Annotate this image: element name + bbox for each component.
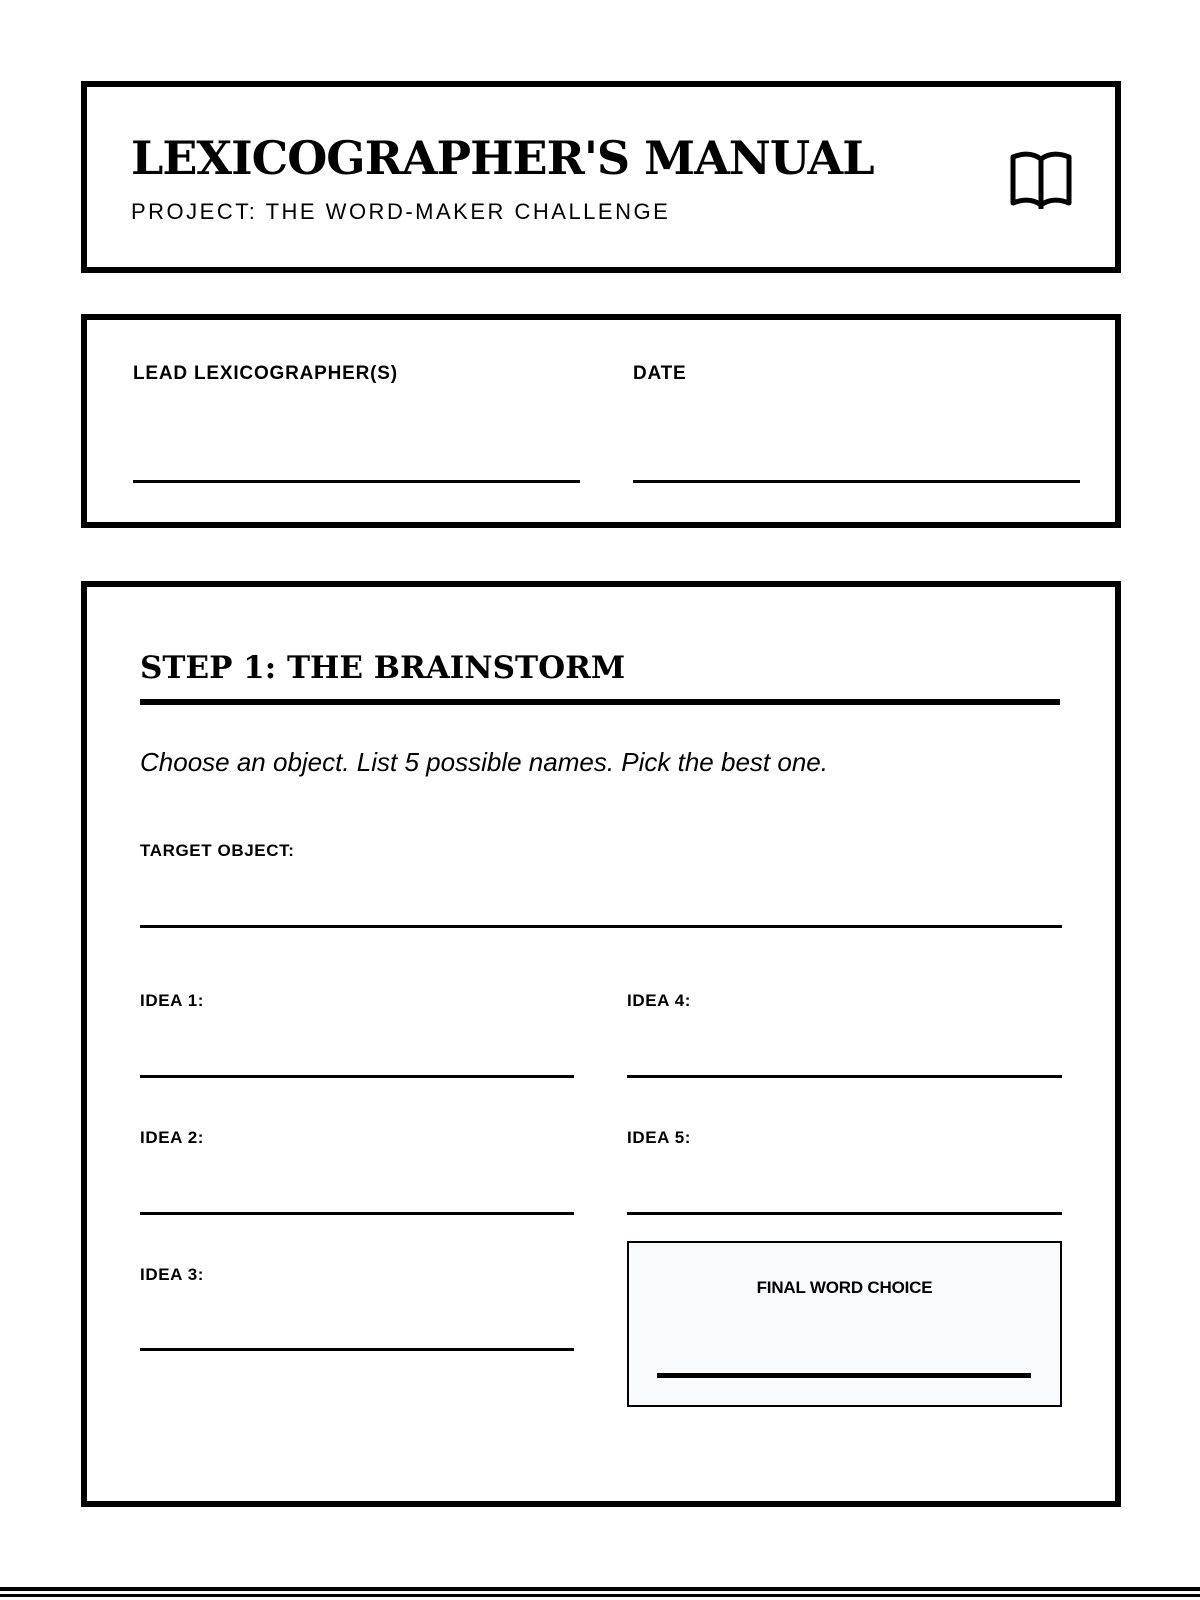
idea-3-label: IDEA 3: bbox=[140, 1265, 205, 1284]
idea-5-label: IDEA 5: bbox=[627, 1128, 692, 1147]
step1-panel bbox=[81, 581, 1121, 1507]
page-subtitle: PROJECT: THE WORD-MAKER CHALLENGE bbox=[131, 199, 671, 224]
target-object-label: TARGET OBJECT: bbox=[140, 841, 295, 860]
lead-lexicographer-label: LEAD LEXICOGRAPHER(S) bbox=[133, 363, 398, 384]
step1-title: STEP 1: THE BRAINSTORM bbox=[140, 650, 626, 686]
header-panel bbox=[81, 81, 1121, 273]
idea-4-label: IDEA 4: bbox=[627, 991, 692, 1010]
date-field[interactable] bbox=[633, 480, 1080, 483]
date-label: DATE bbox=[633, 363, 687, 384]
info-panel bbox=[81, 314, 1121, 528]
final-word-choice-field[interactable] bbox=[657, 1373, 1031, 1378]
bottom-border-line bbox=[0, 1587, 1200, 1591]
step1-instructions: Choose an object. List 5 possible names. Pick the best one. bbox=[140, 747, 828, 777]
idea-1-field[interactable] bbox=[140, 1075, 574, 1078]
open-book-icon bbox=[1009, 151, 1073, 209]
step1-divider bbox=[140, 699, 1060, 705]
page-title: LEXICOGRAPHER'S MANUAL bbox=[131, 131, 874, 185]
idea-2-label: IDEA 2: bbox=[140, 1128, 205, 1147]
final-word-choice-box bbox=[627, 1241, 1062, 1407]
idea-5-field[interactable] bbox=[627, 1212, 1062, 1215]
final-word-choice-label: FINAL WORD CHOICE bbox=[756, 1278, 933, 1297]
idea-3-field[interactable] bbox=[140, 1348, 574, 1351]
idea-2-field[interactable] bbox=[140, 1212, 574, 1215]
idea-1-label: IDEA 1: bbox=[140, 991, 205, 1010]
target-object-field[interactable] bbox=[140, 925, 1062, 928]
lead-lexicographer-field[interactable] bbox=[133, 480, 580, 483]
idea-4-field[interactable] bbox=[627, 1075, 1062, 1078]
bottom-border-line bbox=[0, 1594, 1200, 1597]
